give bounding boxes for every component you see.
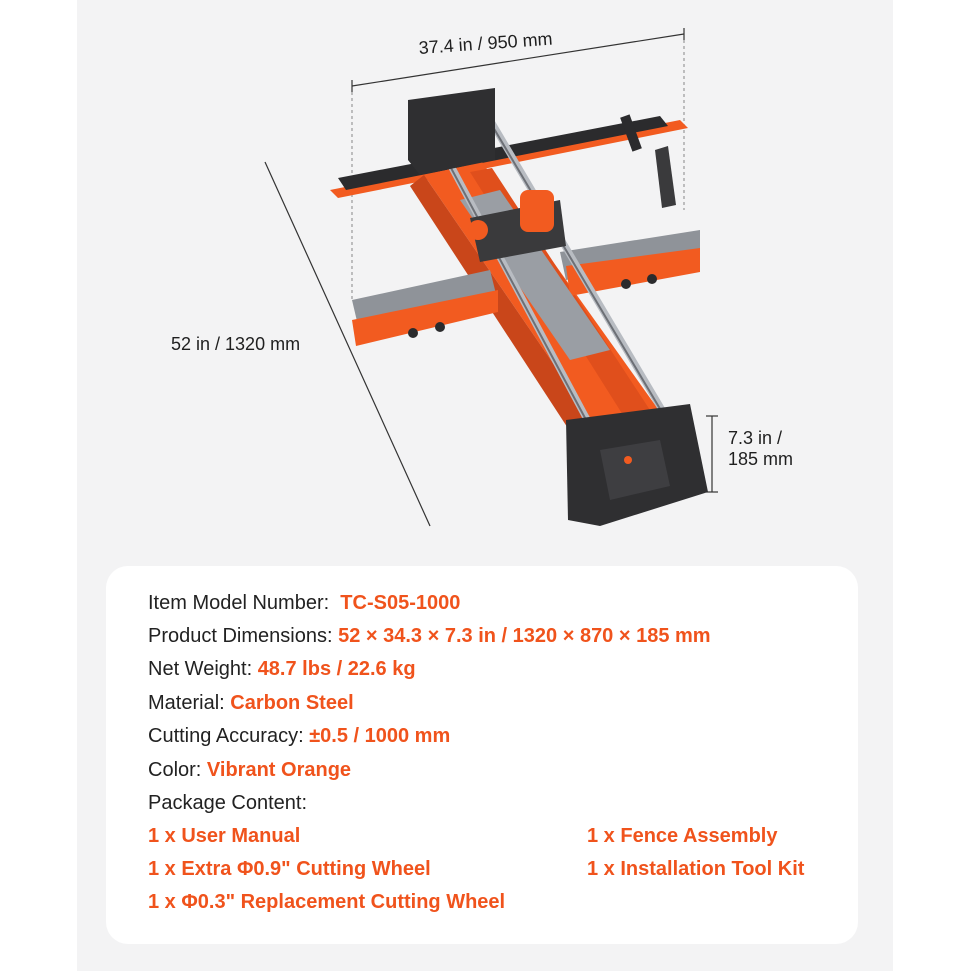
spec-label: Color:	[148, 759, 202, 781]
spec-cutting-accuracy	[148, 725, 450, 748]
fence-rail	[330, 114, 688, 208]
height-dimension-line1: 7.3 in /	[728, 428, 783, 448]
spec-label: Cutting Accuracy:	[148, 725, 304, 747]
package-content-heading: Package Content:	[148, 792, 307, 814]
package-item: 1 x User Manual	[148, 825, 301, 847]
spec-label: Net Weight:	[148, 658, 253, 680]
spec-label: Product Dimensions:	[148, 625, 333, 647]
spec-value: 48.7 lbs / 22.6 kg	[257, 658, 416, 680]
package-item: 1 x Extra Φ0.9" Cutting Wheel	[148, 858, 431, 880]
front-foot	[566, 404, 708, 526]
spec-model	[148, 592, 460, 615]
spec-value: 52 × 34.3 × 7.3 in / 1320 × 870 × 185 mm	[338, 625, 711, 647]
height-dimension-label	[728, 428, 793, 469]
spec-product-dimensions	[148, 625, 711, 648]
length-dimension-label: 52 in / 1320 mm	[171, 334, 301, 354]
package-item: 1 x Φ0.3" Replacement Cutting Wheel	[148, 891, 506, 913]
spec-material	[148, 692, 354, 715]
spec-color	[148, 759, 351, 782]
spec-value: Vibrant Orange	[206, 759, 352, 781]
spec-label: Material:	[148, 692, 225, 714]
spec-value: TC-S05-1000	[340, 592, 461, 614]
spec-value: ±0.5 / 1000 mm	[309, 725, 451, 747]
package-item: 1 x Fence Assembly	[587, 825, 778, 847]
spec-label: Item Model Number:	[148, 592, 330, 614]
spec-net-weight	[148, 658, 416, 681]
width-dimension-label: 37.4 in / 950 mm	[418, 28, 554, 58]
spec-value: Carbon Steel	[230, 692, 354, 714]
spec-card	[106, 566, 858, 944]
height-dimension-line2: 185 mm	[728, 448, 794, 469]
package-item: 1 x Installation Tool Kit	[587, 858, 805, 880]
rear-bracket	[408, 88, 495, 175]
